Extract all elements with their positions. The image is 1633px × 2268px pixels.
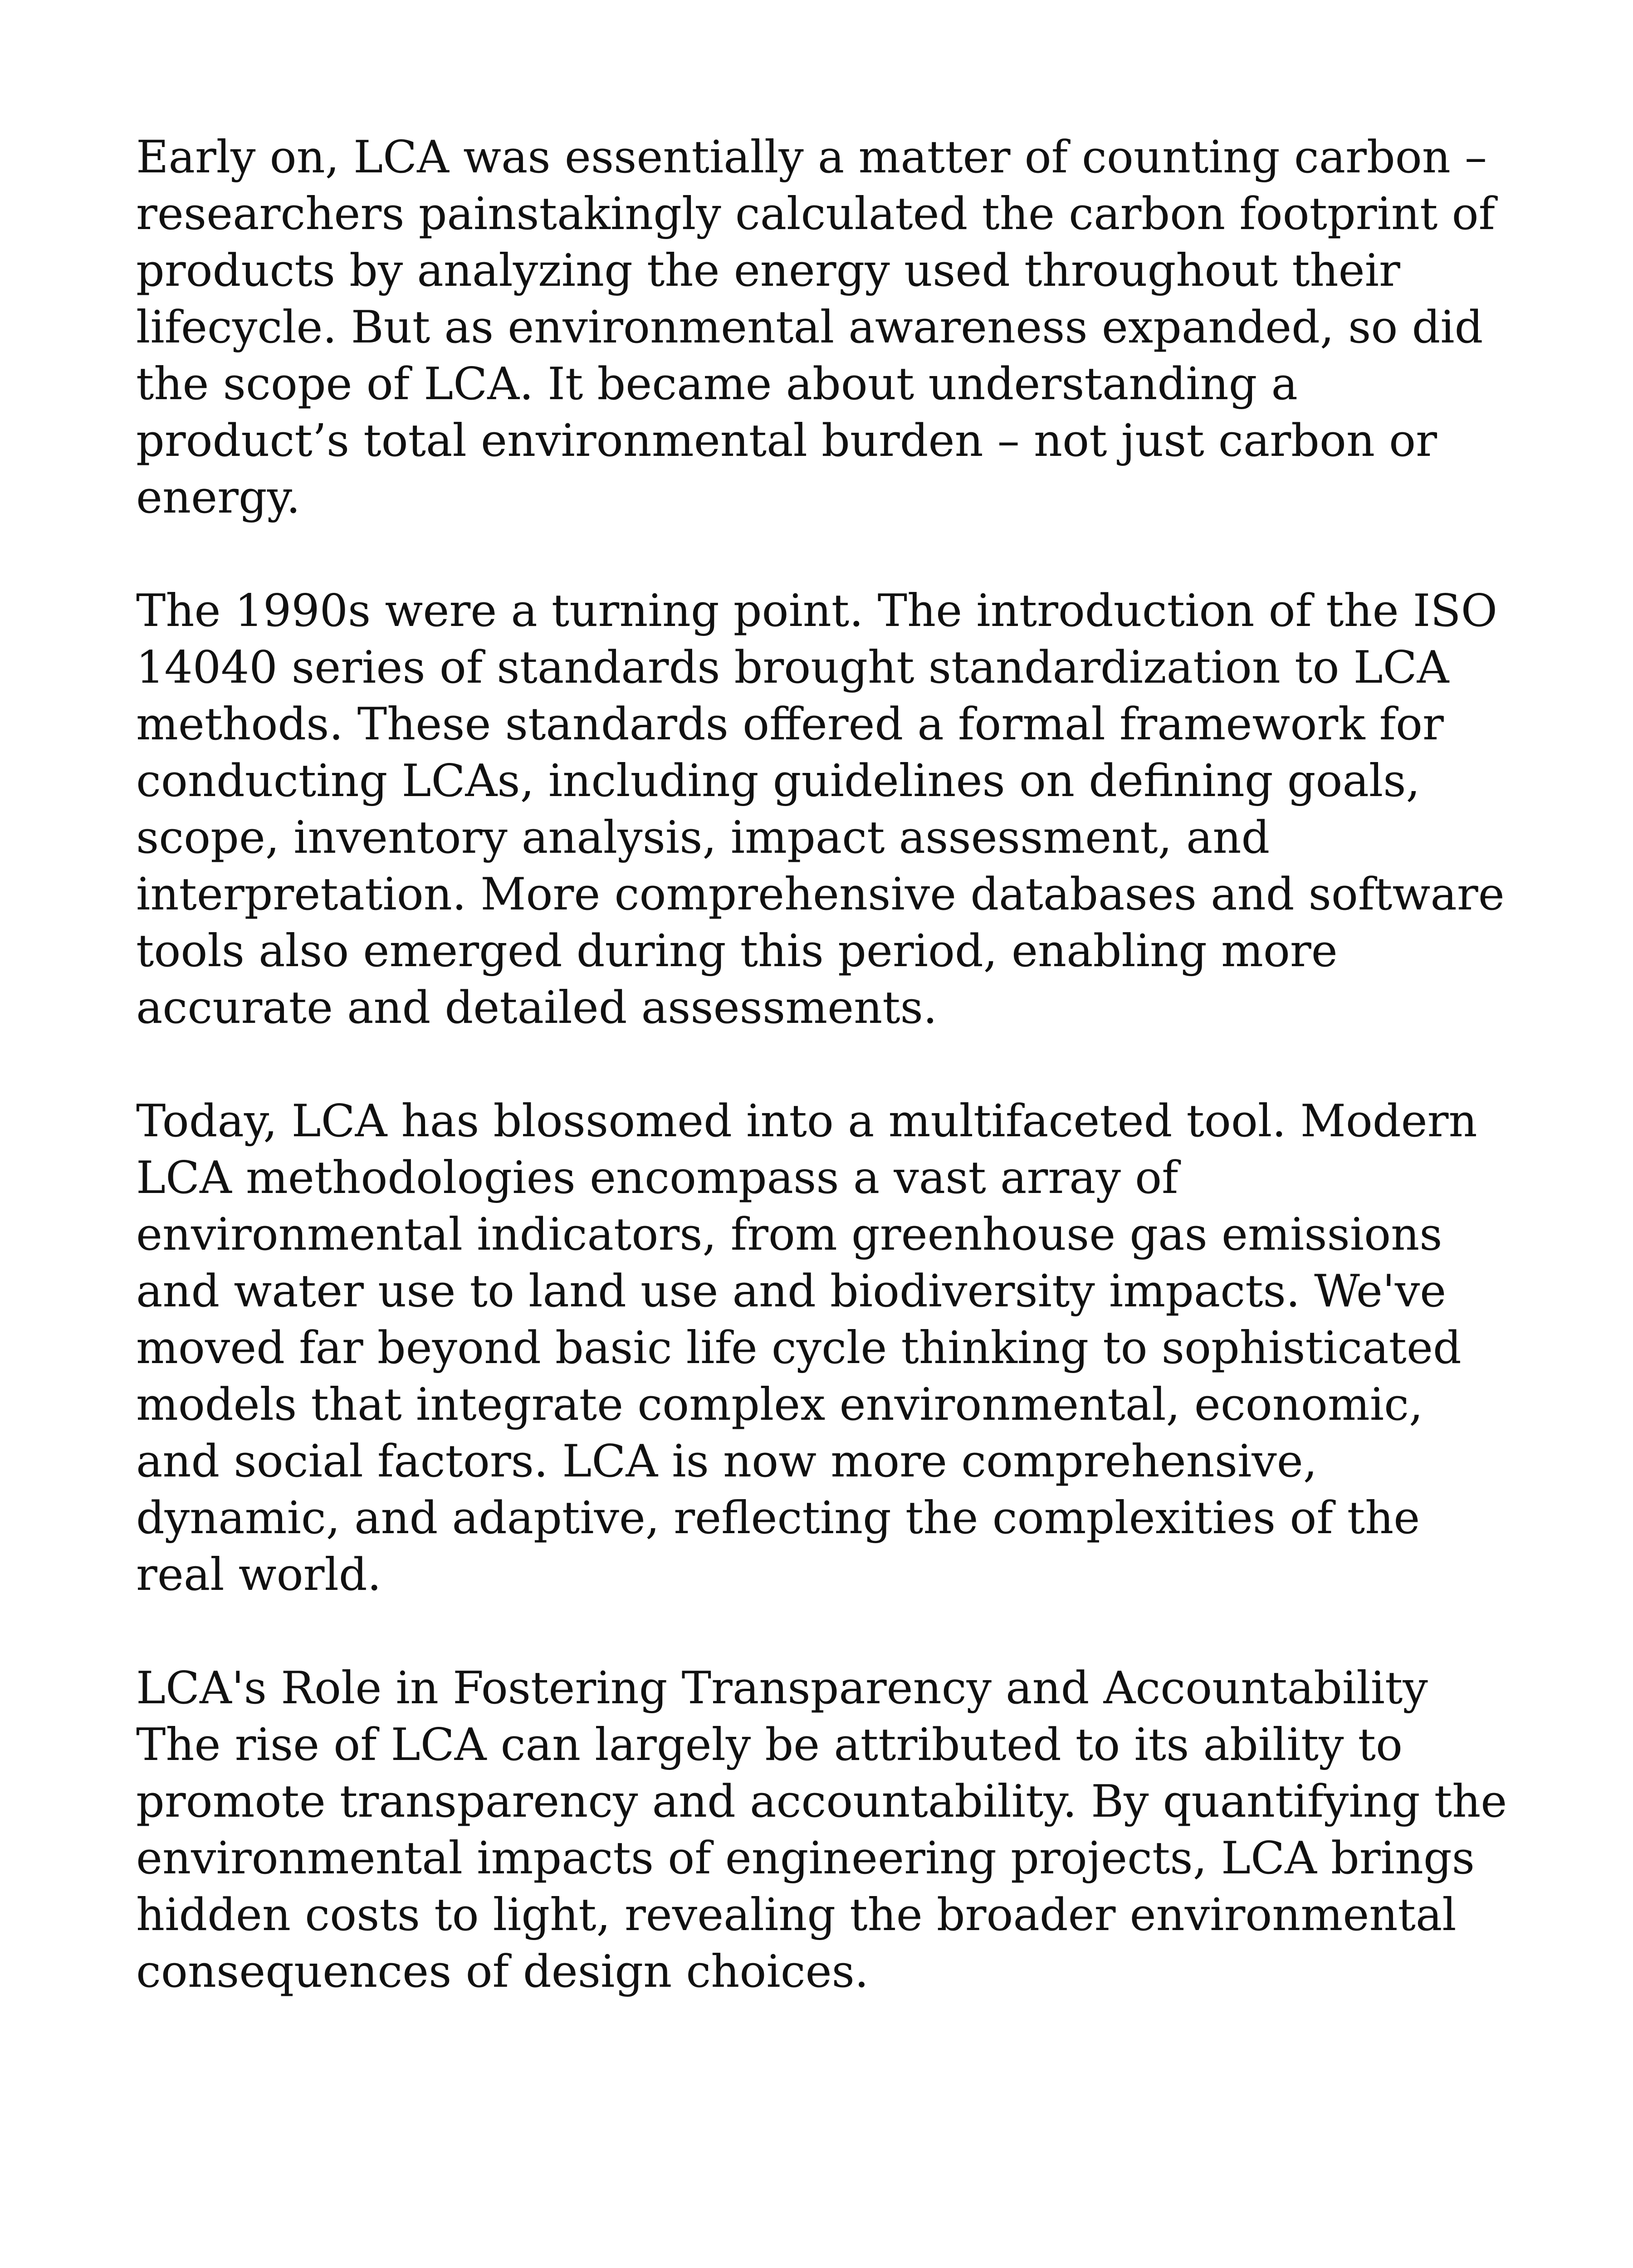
paragraph-early-lca: Early on, LCA was essentially a matter of counting carbon – researchers painstakingly calculated the carbon footprint of products by analyzing the energy used throughout their lifecycle. But as environmental awareness expanded, so did the scope of LCA. It became about understanding a product’s total environmental burden – not just carbon or energy. (136, 132, 1495, 523)
paragraph-modern-lca: Today, LCA has blossomed into a multifaceted tool. Modern LCA methodologies encompass a vast array of environmental indicators, from greenhouse gas emissions and water use to land use and biodiversity impacts. We've moved far beyond basic life cycle thinking to sophisticated models that integrate complex environmental, economic, and social factors. LCA is now more comprehensive, dynamic, and adaptive, reflecting the complexities of the real world. (136, 1095, 1477, 1601)
page-body (136, 129, 1511, 2000)
section-transparency (136, 1660, 1511, 2000)
section-heading: LCA's Role in Fostering Transparency and Accountability (136, 1662, 1428, 1714)
paragraph-transparency: The rise of LCA can largely be attributed to its ability to promote transparency and accountability. By quantifying the environmental impacts of engineering projects, LCA brings hidden costs to light, revealing the broader environmental consequences of design choices. (136, 1719, 1507, 1998)
paragraph-1990s-standards: The 1990s were a turning point. The introduction of the ISO 14040 series of standards brought standardization to LCA methods. These standards offered a formal framework for conducting LCAs, including guidelines on defining goals, scope, inventory analysis, impact assessment, and interpretation. More comprehensive databases and software tools also emerged during this period, enabling more accurate and detailed assessments. (136, 585, 1505, 1034)
